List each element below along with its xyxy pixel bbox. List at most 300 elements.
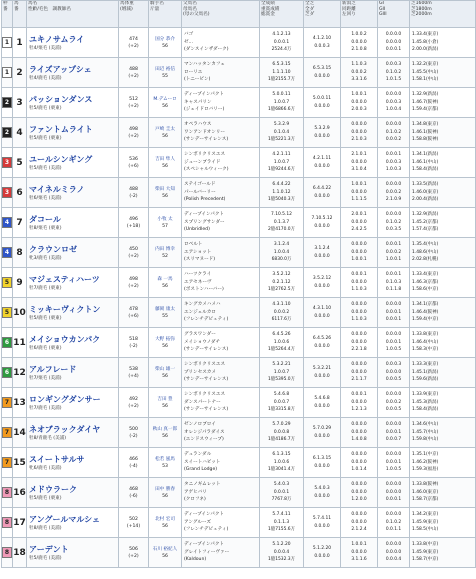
best-time-1800: 1.46.2(阪神) <box>412 459 439 465</box>
weight-change: (+6) <box>128 163 139 169</box>
broodmare-sire: (ダンスインザダーク) <box>184 47 229 53</box>
horse-name-link[interactable]: クラウンロゼ <box>29 244 77 254</box>
horse-weight: 478 <box>129 306 138 312</box>
total-prize: 1億9244.6万 <box>268 167 295 173</box>
record-total-cell <box>260 178 304 208</box>
jockey-name-link[interactable]: 田中 勝春 <box>155 486 175 492</box>
table-row <box>2 58 476 88</box>
table-row <box>2 178 476 208</box>
horse-cell <box>27 238 119 268</box>
overall-record: 7.10.5.12 <box>271 212 292 218</box>
weight-cell <box>119 328 149 358</box>
left-turn-record: 1.4.0.8 <box>351 437 367 443</box>
left-turn-record: 2.1.1.7 <box>351 377 367 383</box>
horse-name-link[interactable]: ミッキーヴィクトン <box>29 304 101 314</box>
jockey-name-link[interactable]: 秋山 真一郎 <box>152 426 178 432</box>
horse-name-link[interactable]: アングールマルシェ <box>29 514 100 524</box>
best-time-1600: 1.32.9(新潟) <box>412 92 439 98</box>
record-season-cell <box>341 298 378 328</box>
total-prize: 1億5395.0万 <box>268 377 295 383</box>
jockey-cell <box>149 58 182 88</box>
record-total-cell <box>260 418 304 448</box>
horse-name-link[interactable]: マイネルミラノ <box>29 184 85 194</box>
horse-cell <box>27 268 119 298</box>
jockey-name-link[interactable]: 大野 拓弥 <box>155 336 175 342</box>
g1-record: 0.0.0.1 <box>385 272 402 278</box>
record-grade-cell <box>378 208 410 238</box>
record-course-cell <box>304 118 341 148</box>
horse-number: 7 <box>13 208 27 238</box>
dirt-record: 0.0.0.0 <box>314 73 330 79</box>
horse-cell <box>27 418 119 448</box>
dam-name: ダンスパートナー <box>184 399 221 405</box>
table-row <box>2 148 476 178</box>
dirt-record: 0.0.0.0 <box>314 103 330 109</box>
weight-change: (+2) <box>128 283 139 289</box>
best-time-2000: 2.00.4(新潟) <box>412 197 439 203</box>
graded-record: 0.1.0.4 <box>273 129 290 135</box>
total-prize: 1億2762.5万 <box>268 287 295 293</box>
sire-name: タニノギムレット <box>184 482 221 488</box>
best-time-cell <box>410 118 476 148</box>
horse-weight: 498 <box>129 276 138 282</box>
record-season-cell <box>341 88 378 118</box>
niigata-turf-record: 0.0.0.0 <box>351 242 367 248</box>
record-total-cell <box>260 88 304 118</box>
record-total-cell <box>260 538 304 568</box>
record-season-cell <box>341 118 378 148</box>
niigata-turf-record: 0.0.0.1 <box>351 272 367 278</box>
record-course-cell <box>304 298 341 328</box>
record-total-cell <box>260 478 304 508</box>
jockey-name-link[interactable]: 吉田 隼人 <box>155 156 175 162</box>
g3-record: 0.0.3.5 <box>385 227 402 233</box>
horse-cell <box>27 328 119 358</box>
jockey-cell <box>149 538 182 568</box>
jockey-cell <box>149 298 182 328</box>
left-turn-record: 3.1.0.4 <box>351 167 367 173</box>
best-time-1600: 1.34.6(中山) <box>412 422 439 428</box>
horse-weight: 496 <box>129 216 138 222</box>
record-course-cell <box>304 478 341 508</box>
graded-record: 0.0.0.8 <box>273 429 290 435</box>
horse-cell <box>27 298 119 328</box>
bloodline-cell <box>182 268 260 298</box>
best-time-2000: 1.58.7(中京) <box>412 557 439 563</box>
same-distance-record: 0.0.0.0 <box>351 459 367 465</box>
horse-cell <box>27 448 119 478</box>
bloodline-cell <box>182 178 260 208</box>
total-prize: 1億3041.4万 <box>268 467 295 473</box>
sire-name: ハーツクライ <box>184 272 212 278</box>
best-time-1600: 1.34.8(東京) <box>412 122 439 128</box>
best-time-2000: 1.59.6(新潟) <box>412 377 439 383</box>
weight-change: (+2) <box>128 103 139 109</box>
best-time-cell <box>410 508 476 538</box>
dam-name: オレンジパラダイス <box>184 429 225 435</box>
horse-name-link[interactable]: ライズアップシェ <box>29 64 92 74</box>
best-time-cell <box>410 58 476 88</box>
best-time-2000: 1.58.1(中山) <box>412 77 439 83</box>
entry-table-panel <box>1 0 475 568</box>
broodmare-sire: (Unbridled) <box>184 227 210 233</box>
turf-record: 6.1.3.15 <box>312 456 332 461</box>
overall-record: 5.4.0.3 <box>273 482 290 488</box>
turf-record: 5.1.2.20 <box>312 546 332 551</box>
jockey-name-link[interactable]: M.デムーロ <box>153 96 177 102</box>
sire-name: バゴ <box>184 32 194 38</box>
broodmare-sire: (フレンチデピュティ) <box>184 317 229 323</box>
overall-record: 5.3.2.21 <box>272 362 291 368</box>
sire-name: シンボリクリスエス <box>184 362 226 368</box>
jockey-name-link[interactable]: 石川 裕紀人 <box>152 546 178 552</box>
niigata-turf-record: 1.0.0.2 <box>351 32 367 38</box>
best-time-1800: 1.45.9(東京) <box>412 549 439 555</box>
graded-record: 0.0.0.1 <box>273 39 290 45</box>
best-time-1600: 1.33.4(東京) <box>412 272 439 278</box>
best-time-1800: 1.45.2(京都) <box>412 219 439 225</box>
carried-weight: 56 <box>162 43 168 49</box>
g3-record: 1.0.0.1 <box>385 257 402 263</box>
dam-name: ゼ... <box>184 39 193 45</box>
jockey-cell <box>149 268 182 298</box>
best-time-1600: 1.33.9(東京) <box>412 392 439 398</box>
dam-name: ローリエ <box>184 69 203 75</box>
jockey-name-link[interactable]: 内田 博幸 <box>155 246 175 252</box>
g3-record: 0.0.0.5 <box>385 407 402 413</box>
col-record-season: 新潟芝 同距離 左回り <box>341 1 378 28</box>
record-course-cell <box>304 238 341 268</box>
horse-name-link[interactable]: ロンギングダンサー <box>29 394 101 404</box>
graded-record: 0.1.1.3 <box>273 519 290 525</box>
best-time-1600: 1.33.3(東京) <box>412 362 439 368</box>
col-best-time <box>410 1 476 28</box>
dam-name: パールバーリー <box>184 189 216 195</box>
niigata-turf-record: 0.0.0.0 <box>351 452 367 458</box>
jockey-name-link[interactable]: 田辺 裕信 <box>155 66 175 72</box>
jockey-name-link[interactable]: 柴田 大知 <box>155 186 175 192</box>
horse-weight: 536 <box>129 156 138 162</box>
left-turn-record: 2.1.0.8 <box>351 47 367 53</box>
g3-record: 0.0.0.1 <box>385 317 402 323</box>
graded-record: 0.0.0.2 <box>273 309 290 315</box>
dam-name: エアセネーヴ <box>184 279 212 285</box>
record-total-cell <box>260 208 304 238</box>
bloodline-cell <box>182 538 260 568</box>
record-season-cell <box>341 538 378 568</box>
g3-record: 0.0.0.2 <box>385 137 402 143</box>
jockey-cell <box>149 478 182 508</box>
g2-record: 0.1.0.2 <box>385 129 402 135</box>
horse-name-link[interactable]: アルフレード <box>29 364 77 374</box>
g3-record: 0.0.0.1 <box>385 497 402 503</box>
g2-record: 0.0.0.0 <box>385 369 402 375</box>
record-grade-cell <box>378 448 410 478</box>
sire-name: マンハッタンカフェ <box>184 62 225 68</box>
niigata-turf-record: 0.0.0.0 <box>351 512 367 518</box>
niigata-turf-record: 2.0.0.1 <box>351 212 367 218</box>
jockey-cell <box>149 508 182 538</box>
weight-cell <box>119 148 149 178</box>
dam-name: メイショウノダチ <box>184 339 221 345</box>
niigata-turf-record: 1.0.0.1 <box>351 92 367 98</box>
turf-record: 4.2.1.11 <box>312 156 332 161</box>
dam-name: ワンアンドオンリー <box>184 129 226 135</box>
graded-record: 1.0.0.7 <box>273 369 290 375</box>
horse-number: 9 <box>13 268 27 298</box>
jockey-cell <box>149 178 182 208</box>
best-time-1600: 1.33.8(阪神) <box>412 482 439 488</box>
waku-cell <box>2 88 13 118</box>
waku-cell <box>2 358 13 388</box>
dirt-record: 0.0.0.0 <box>314 133 330 139</box>
best-time-1600: 1.35.4(中山) <box>412 242 439 248</box>
horse-weight: 512 <box>129 96 138 102</box>
g2-record: 0.0.0.0 <box>385 489 402 495</box>
horse-name-link[interactable]: ダコール <box>29 214 61 224</box>
table-row <box>2 118 476 148</box>
sire-name: ステイゴールド <box>184 182 216 188</box>
g3-record: 1.0.0.5 <box>385 347 402 353</box>
weight-change: (+6) <box>128 313 139 319</box>
g1-record: 0.0.0.0 <box>385 422 402 428</box>
waku-badge: 2 <box>2 127 12 138</box>
jockey-name-link[interactable]: 森 一馬 <box>157 276 173 282</box>
overall-record: 6.4.4.22 <box>272 182 291 188</box>
waku-badge: 6 <box>2 337 12 348</box>
carried-weight: 56 <box>162 133 168 139</box>
g2-record: 0.0.0.2 <box>385 399 402 405</box>
horse-number: 2 <box>13 58 27 88</box>
horse-info: 牡6/鹿毛 (栗東) <box>29 345 62 351</box>
weight-change: (+2) <box>128 133 139 139</box>
g2-record: 0.1.0.3 <box>385 279 402 285</box>
horse-name-link[interactable]: パッションダンス <box>29 94 93 104</box>
overall-record: 5.3.2.9 <box>273 122 290 128</box>
g3-record: 2.1.0.9 <box>385 197 402 203</box>
record-course-cell <box>304 178 341 208</box>
record-season-cell <box>341 388 378 418</box>
record-grade-cell <box>378 28 410 58</box>
record-course-cell <box>304 88 341 118</box>
dam-name: キャスパリン <box>184 99 212 105</box>
best-time-label: 芝1600m 芝1800m 芝2000m <box>411 1 432 18</box>
record-total-cell <box>260 508 304 538</box>
horse-info: 牡5/鹿毛 (栗東) <box>29 495 62 501</box>
jockey-cell <box>149 418 182 448</box>
dirt-record: 0.0.0.0 <box>314 223 330 229</box>
jockey-name-link[interactable]: 小牧 太 <box>157 216 173 222</box>
left-turn-record: 1.1.1.5 <box>351 197 367 203</box>
jockey-name-link[interactable]: 柴山 雄一 <box>155 366 175 372</box>
horse-number: 3 <box>13 88 27 118</box>
graded-record: 1.0.0.6 <box>273 459 290 465</box>
col-record-course: 全芝 全ダ 芝ダ <box>304 1 341 28</box>
total-prize: 1億5040.3万 <box>268 197 295 203</box>
bloodline-cell <box>182 298 260 328</box>
turf-record: 3.1.2.4 <box>314 246 330 251</box>
jockey-name-link[interactable]: 国分 恭介 <box>155 36 175 42</box>
g3-record: 1.0.0.5 <box>385 467 402 473</box>
total-prize: 1億7155.6万 <box>268 527 295 533</box>
dirt-record: 0.0.0.0 <box>314 193 330 199</box>
weight-cell <box>119 268 149 298</box>
jockey-name-link[interactable]: 藤岡 康太 <box>155 306 175 312</box>
horse-weight: 506 <box>129 546 138 552</box>
dirt-record: 0.0.0.0 <box>314 403 330 409</box>
record-season-cell <box>341 148 378 178</box>
record-grade-cell <box>378 508 410 538</box>
graded-record: 0.1.3.7 <box>273 219 290 225</box>
g1-record: 0.0.0.0 <box>385 122 402 128</box>
horse-name-link[interactable]: ファントムライト <box>29 124 93 134</box>
horse-name-link[interactable]: マジェスティハーツ <box>29 274 100 284</box>
turf-record: 6.4.4.22 <box>312 186 332 191</box>
horse-name-link[interactable]: スイートサルサ <box>29 454 85 464</box>
horse-name-link[interactable]: ネオブラックダイヤ <box>29 424 101 434</box>
niigata-turf-record: 0.0.0.0 <box>351 332 367 338</box>
record-grade-cell <box>378 298 410 328</box>
sire-name: シンボリクリスエス <box>184 392 226 398</box>
best-time-2000: 1.59.3(福島) <box>412 467 439 473</box>
horse-cell <box>27 538 119 568</box>
record-grade-cell <box>378 478 410 508</box>
best-time-cell <box>410 298 476 328</box>
best-time-1600: 1.34.1(京都) <box>412 302 439 308</box>
horse-number: 8 <box>13 238 27 268</box>
best-time-cell <box>410 328 476 358</box>
total-prize: 1億6866.6万 <box>268 107 295 113</box>
graded-record: 1.0.0.7 <box>273 99 290 105</box>
best-time-cell <box>410 208 476 238</box>
best-time-2000: 1.58.5(中山) <box>412 527 439 533</box>
carried-weight: 56 <box>162 103 168 109</box>
carried-weight: 53 <box>162 463 168 469</box>
waku-cell <box>2 28 13 58</box>
overall-record: 5.7.4.11 <box>272 512 291 518</box>
record-season-cell <box>341 328 378 358</box>
left-turn-record: 2.0.0.3 <box>351 107 367 113</box>
horse-name-link[interactable]: メイショウカンパク <box>29 334 101 344</box>
horse-weight: 492 <box>129 396 138 402</box>
dam-name: プリンセスカメ <box>184 369 216 375</box>
weight-change: (+2) <box>128 553 139 559</box>
best-time-2000: 1.59.4(京都) <box>412 107 439 113</box>
horse-weight: 488 <box>129 66 138 72</box>
overall-record: 5.0.0.11 <box>272 92 291 98</box>
horse-weight: 468 <box>129 486 138 492</box>
g1-record: 0.0.0.0 <box>385 32 402 38</box>
bloodline-cell <box>182 358 260 388</box>
record-grade-cell <box>378 538 410 568</box>
record-season-cell <box>341 358 378 388</box>
jockey-name-link[interactable]: 北村 宏司 <box>155 516 175 522</box>
waku-badge: 8 <box>2 547 12 558</box>
carried-weight: 56 <box>162 163 168 169</box>
horse-name-link[interactable]: ユールシンギング <box>29 154 93 164</box>
record-total-cell <box>260 58 304 88</box>
left-turn-record: 2.4.2.5 <box>351 227 367 233</box>
horse-weight: 498 <box>129 126 138 132</box>
jockey-name-link[interactable]: 戸崎 圭太 <box>155 126 175 132</box>
left-turn-record: 1.0.1.4 <box>351 467 367 473</box>
turf-record: 7.10.5.12 <box>311 216 333 221</box>
horse-number: 1 <box>13 28 27 58</box>
best-time-1800: 1.46.7(阪神) <box>412 99 439 105</box>
record-season-cell <box>341 478 378 508</box>
broodmare-sire: (フレンチデピュティ) <box>184 527 229 533</box>
best-time-cell <box>410 478 476 508</box>
horse-name-link[interactable]: ユキノサムライ <box>29 34 85 44</box>
turf-record: 4.3.1.10 <box>312 306 332 311</box>
record-grade-cell <box>378 328 410 358</box>
g3-record: 1.0.0.4 <box>385 107 402 113</box>
total-prize: 6830.0万 <box>271 257 292 263</box>
niigata-turf-record: 1.1.0.3 <box>351 62 367 68</box>
horse-info: 牡7/鹿毛 (栗東) <box>29 285 62 291</box>
best-time-1600: 1.33.4(東京) <box>412 32 439 38</box>
horse-name-link[interactable]: メドウラーク <box>29 484 77 494</box>
record-grade-cell <box>378 148 410 178</box>
horse-cell <box>27 178 119 208</box>
bloodline-cell <box>182 418 260 448</box>
best-time-2000: 1.58.4(新潟) <box>412 167 439 173</box>
weight-cell <box>119 358 149 388</box>
carried-weight: 52 <box>162 253 168 259</box>
record-season-cell <box>341 58 378 88</box>
niigata-turf-record: 0.0.0.0 <box>351 482 367 488</box>
best-time-1600: 1.33.8(中京) <box>412 542 439 548</box>
jockey-cell <box>149 328 182 358</box>
record-total-cell <box>260 28 304 58</box>
horse-cell <box>27 28 119 58</box>
g3-record: 0.0.1.1 <box>385 527 402 533</box>
horse-info: 牡5/鹿毛 (美浦) <box>29 555 62 561</box>
jockey-name-link[interactable]: 吉田 豊 <box>157 396 173 402</box>
horse-number: 16 <box>13 478 27 508</box>
left-turn-record: 1.2.1.3 <box>351 407 367 413</box>
best-time-cell <box>410 28 476 58</box>
record-season-cell <box>341 208 378 238</box>
horse-name-link[interactable]: アーデント <box>29 544 69 554</box>
total-prize: 2524.4万 <box>271 47 292 53</box>
niigata-turf-record: 0.0.0.0 <box>351 302 367 308</box>
overall-record: 3.5.2.12 <box>272 272 291 278</box>
best-time-1800: 1.46.1(阪神) <box>412 129 439 135</box>
g2-record: 0.0.0.1 <box>385 309 402 315</box>
graded-record: 0.0.0.1 <box>273 489 290 495</box>
same-distance-record: 0.0.0.0 <box>351 489 367 495</box>
carried-weight: 56 <box>162 403 168 409</box>
horse-weight: 488 <box>129 186 138 192</box>
niigata-turf-record: 0.0.0.0 <box>351 422 367 428</box>
graded-record: 0.0.0.7 <box>273 399 290 405</box>
bloodline-cell <box>182 118 260 148</box>
same-distance-record: 0.0.0.0 <box>351 99 367 105</box>
record-course-cell <box>304 388 341 418</box>
g2-record: 0.1.0.2 <box>385 519 402 525</box>
jockey-name-link[interactable]: 松若 風馬 <box>155 456 175 462</box>
g1-record: 0.0.0.0 <box>385 542 402 548</box>
best-time-cell <box>410 88 476 118</box>
entry-table <box>1 0 476 568</box>
record-total-cell <box>260 328 304 358</box>
horse-weight: 518 <box>129 336 138 342</box>
overall-record: 5.4.6.8 <box>273 392 290 398</box>
col-uma: 馬 番 <box>13 1 27 28</box>
overall-record: 6.1.3.15 <box>272 452 291 458</box>
dam-name: ジューンブライド <box>184 159 221 165</box>
